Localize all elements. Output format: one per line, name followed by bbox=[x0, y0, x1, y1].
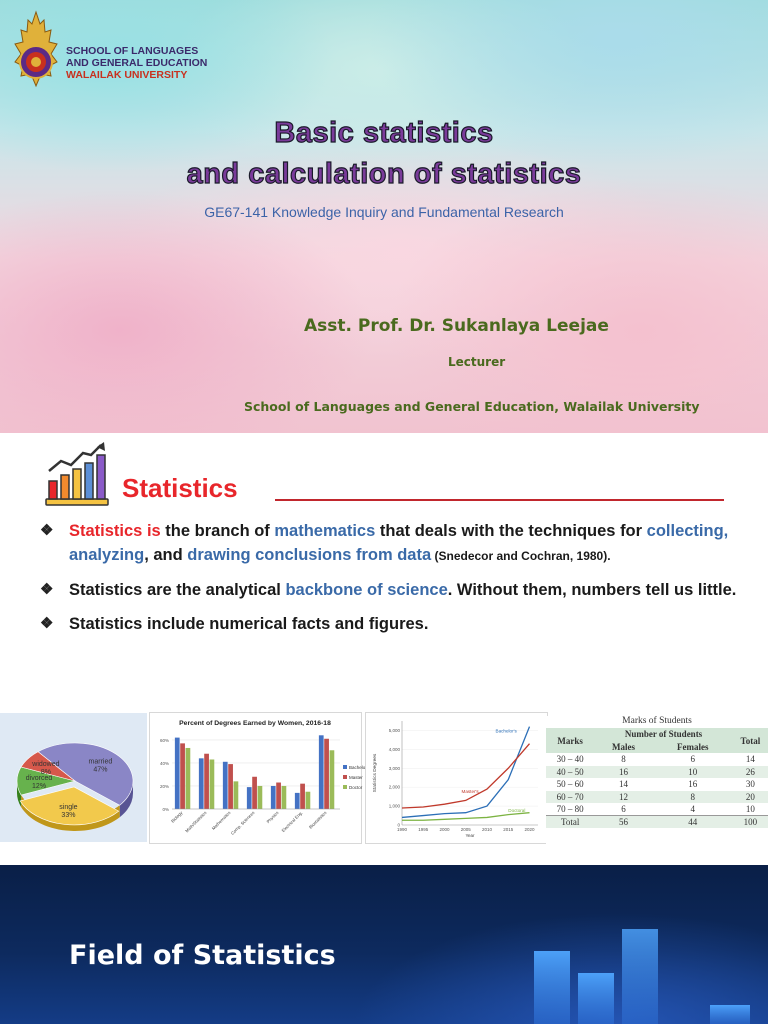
bar bbox=[199, 758, 204, 809]
x-tick-label: Comp. Sciences bbox=[229, 810, 256, 836]
x-tick-label: 1990 bbox=[396, 827, 408, 832]
col-females: Females bbox=[653, 741, 733, 754]
affiliation: School of Languages and General Education, Walailak University bbox=[244, 399, 700, 414]
bar bbox=[247, 787, 252, 809]
x-tick-label: Math/Statistics bbox=[184, 810, 208, 834]
y-tick-label: 20% bbox=[159, 783, 169, 789]
bullet-definition: ❖ Statistics is the branch of mathematics that deals with the techniques for collecting, analyzing, and drawing conclusions from data (Snedecor and Cochran, 1980). bbox=[40, 519, 740, 568]
marks-table-panel bbox=[546, 716, 768, 848]
x-tick-label: Mathematics bbox=[210, 810, 232, 831]
y-tick-label: 1,000 bbox=[388, 803, 400, 809]
bar-chart-panel bbox=[149, 712, 366, 844]
diamond-bullet-icon: ❖ bbox=[40, 615, 54, 632]
bullet-facts: ❖ Statistics include numerical facts and figures. bbox=[40, 612, 740, 636]
bar-chart-growth-icon bbox=[43, 441, 111, 509]
bar bbox=[204, 754, 209, 809]
bullet-backbone: ❖ Statistics are the analytical backbone of science. Without them, numbers tell us little. bbox=[40, 578, 740, 602]
series-label: Bachelor's bbox=[495, 728, 517, 734]
x-tick-label: 2020 bbox=[524, 827, 535, 832]
x-tick-label: 2010 bbox=[481, 827, 493, 832]
line-chart bbox=[366, 713, 547, 843]
legend-swatch bbox=[343, 775, 347, 779]
legend-swatch bbox=[343, 785, 347, 789]
series-line bbox=[402, 813, 530, 821]
pie-label: divorced bbox=[25, 775, 53, 782]
diamond-bullet-icon: ❖ bbox=[40, 522, 54, 539]
table-row-total: Total 56 44 100 bbox=[546, 816, 768, 829]
legend-label: Bachelo bbox=[349, 765, 366, 770]
pie-percent: 8% bbox=[40, 769, 51, 777]
x-tick-label: 2015 bbox=[503, 827, 514, 832]
x-tick-label: 2005 bbox=[460, 827, 471, 832]
legend-label: Master bbox=[349, 775, 363, 780]
bar bbox=[175, 738, 180, 809]
bar bbox=[282, 786, 287, 809]
bar bbox=[300, 784, 305, 809]
statistics-slide bbox=[0, 433, 768, 865]
series-label: Master's bbox=[461, 788, 479, 794]
bar bbox=[295, 793, 300, 809]
line-chart-panel bbox=[365, 712, 548, 844]
heading-underline bbox=[275, 499, 724, 501]
pie-percent: 33% bbox=[61, 812, 76, 820]
x-tick-label: Biology bbox=[170, 810, 184, 824]
x-tick-label: Biostatistics bbox=[307, 810, 328, 830]
bar bbox=[324, 739, 329, 809]
y-tick-label: 4,000 bbox=[388, 746, 400, 752]
y-tick-label: 5,000 bbox=[388, 727, 400, 733]
pie-chart bbox=[0, 713, 147, 842]
table-row: 60 – 70 12 8 20 bbox=[546, 791, 768, 804]
x-tick-label: Electrical Eng. bbox=[280, 810, 304, 834]
slide-title-line-1: Basic statistics bbox=[274, 117, 494, 149]
table-row: 40 – 50 16 10 26 bbox=[546, 766, 768, 779]
pie-percent: 47% bbox=[93, 766, 108, 774]
bar bbox=[306, 792, 311, 809]
marks-table bbox=[546, 728, 768, 828]
legend-label: Doctor bbox=[349, 785, 363, 790]
series-label: Doctoral bbox=[508, 807, 526, 813]
table-title: Marks of Students bbox=[622, 716, 692, 726]
col-marks: Marks bbox=[546, 728, 594, 753]
chart-title: Percent of Degrees Earned by Women, 2016-18 bbox=[179, 720, 331, 727]
y-tick-label: 0% bbox=[162, 807, 169, 812]
y-tick-label: 60% bbox=[159, 737, 169, 743]
pie-chart-panel bbox=[0, 713, 147, 842]
field-of-statistics-slide bbox=[0, 865, 768, 1024]
title-slide bbox=[0, 0, 768, 433]
course-code: GE67-141 Knowledge Inquiry and Fundamental Research bbox=[204, 204, 564, 220]
slide-title-line-2: and calculation of statistics bbox=[186, 158, 582, 190]
author-role: Lecturer bbox=[448, 355, 506, 369]
bar bbox=[258, 786, 263, 809]
slide-title: Field of Statistics bbox=[69, 940, 336, 971]
bar bbox=[276, 783, 281, 809]
y-tick-label: 3,000 bbox=[388, 765, 400, 771]
school-name: SCHOOL OF LANGUAGES AND GENERAL EDUCATION WALAILAK UNIVERSITY bbox=[66, 45, 208, 81]
bar bbox=[180, 743, 185, 809]
bar bbox=[223, 762, 228, 809]
bullet-list bbox=[40, 519, 740, 636]
bar bbox=[186, 748, 191, 809]
x-tick-label: Physics bbox=[265, 810, 280, 825]
pie-label: widowed bbox=[32, 761, 60, 769]
bar bbox=[271, 786, 276, 809]
table-row: 70 – 80 6 4 10 bbox=[546, 803, 768, 816]
bar bbox=[234, 781, 239, 809]
pie-percent: 12% bbox=[32, 783, 47, 790]
x-axis-label: Year bbox=[465, 833, 475, 838]
diamond-bullet-icon: ❖ bbox=[40, 581, 54, 598]
table-row: 50 – 60 14 16 30 bbox=[546, 778, 768, 791]
series-line bbox=[402, 727, 530, 818]
bar bbox=[252, 777, 257, 809]
bar bbox=[228, 764, 233, 809]
x-tick-label: 2000 bbox=[439, 827, 450, 832]
bar-chart bbox=[150, 713, 366, 843]
bar bbox=[319, 735, 324, 809]
bar bbox=[210, 759, 215, 809]
pie-label: married bbox=[88, 758, 113, 766]
author-name: Asst. Prof. Dr. Sukanlaya Leejae bbox=[304, 316, 609, 336]
section-heading: Statistics bbox=[122, 473, 238, 503]
legend-swatch bbox=[343, 765, 347, 769]
col-total: Total bbox=[733, 728, 768, 753]
y-tick-label: 2,000 bbox=[388, 784, 400, 790]
pie-label: single bbox=[59, 804, 78, 812]
y-tick-label: 0 bbox=[397, 822, 400, 828]
table-row: 30 – 40 8 6 14 bbox=[546, 753, 768, 766]
x-tick-label: 1995 bbox=[418, 827, 429, 832]
bar bbox=[330, 750, 335, 809]
y-axis-label: Statistics Degrees bbox=[373, 753, 378, 793]
col-group: Number of Students bbox=[594, 728, 732, 741]
y-tick-label: 40% bbox=[159, 760, 169, 766]
university-seal-logo bbox=[11, 10, 61, 90]
col-males: Males bbox=[594, 741, 652, 754]
